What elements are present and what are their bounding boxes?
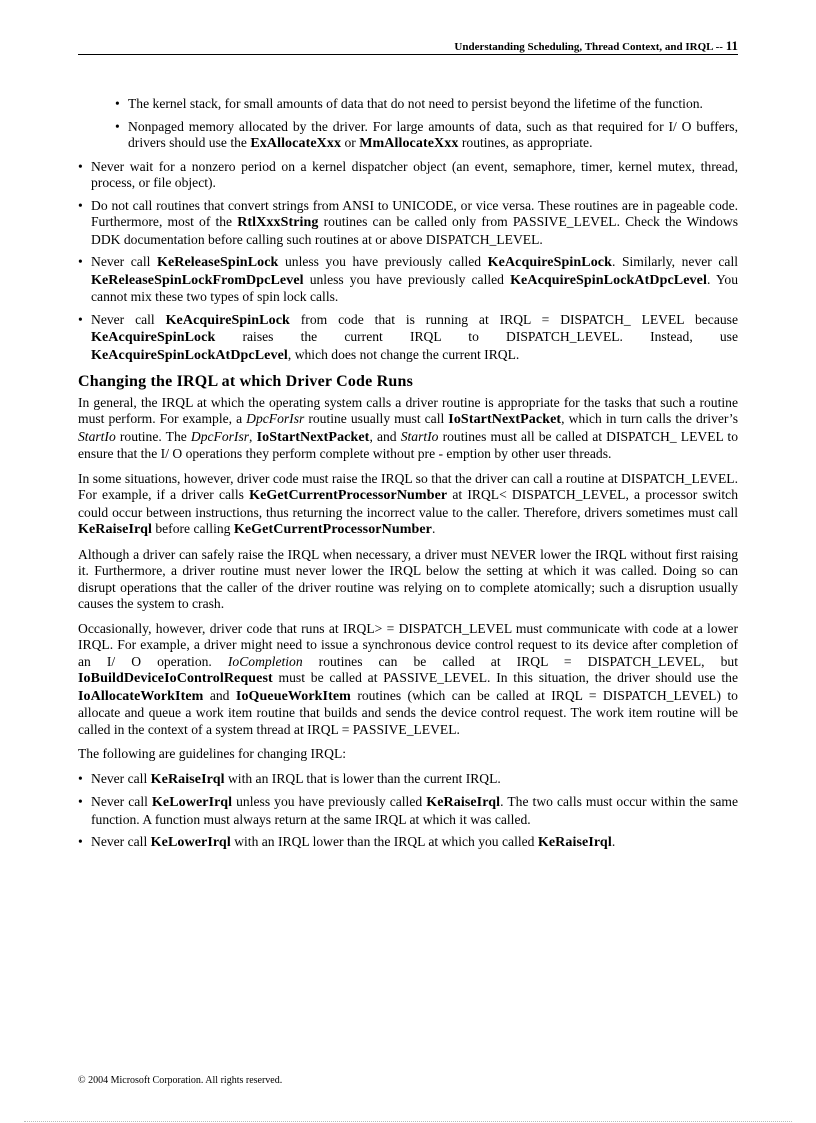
sub-bullet-list [115, 96, 738, 153]
bullet-icon: • [78, 254, 83, 269]
list-item: • Never call KeReleaseSpinLock unless you have previously called KeAcquireSpinLock. Similarly, never call KeReleaseSpinLockFromDpcLevel unless you have previously called KeAcquireSpinLockAtDpcLevel. You cannot mix these two types of spin lock calls. [78, 254, 738, 304]
bullet-icon: • [78, 794, 83, 809]
api-name: KeRaiseIrql [537, 835, 612, 850]
list-item: • Never call KeRaiseIrql with an IRQL that is lower than the current IRQL. [78, 770, 501, 787]
bullet-icon: • [78, 158, 83, 174]
list-item: • Do not call routines that convert strings from ANSI to UNICODE, or vice versa. These routines are in pageable code. Furthermore, most of the RtlXxxString routines can be called only from PASSIVE_LEVEL. Check the Windows DDK documentation before calling such routines at or above DISPATCH_LEVEL. [78, 197, 739, 247]
page-bottom-divider [24, 1121, 792, 1122]
copyright-footer: © 2004 Microsoft Corporation. All rights reserved. [78, 1075, 283, 1086]
paragraph: The following are guidelines for changing IRQL: [78, 746, 347, 761]
api-name: KeAcquireSpinLock [165, 312, 290, 328]
api-name: IoStartNextPacket [256, 429, 370, 445]
api-name: KeRaiseIrql [150, 771, 225, 787]
api-name: KeLowerIrql [151, 795, 233, 810]
api-name: KeReleaseSpinLock [156, 255, 279, 270]
list-item: • Never call KeAcquireSpinLock from code that is running at IRQL = DISPATCH_ LEVEL because KeAcquireSpinLock raises the current IRQL to DISPATCH_LEVEL. Instead, use KeAcquireSpinLockAtDpcLevel, which does not change the current IRQL. [78, 311, 738, 363]
api-name: KeRaiseIrql [426, 795, 501, 810]
page-number: 11 [725, 38, 738, 53]
paragraph: Although a driver can safely raise the IRQL when necessary, a driver must NEVER lower the IRQL without first raising it. Furthermore, a driver routine must never lower the IRQL below the setting at which it was called. Doing so can disrupt operations that the caller of the driver routine was relying on to complete atomically; such a disruption usually causes the system to crash. [78, 546, 738, 611]
api-name: KeLowerIrql [150, 835, 231, 850]
paragraph: In some situations, however, driver code must raise the IRQL so that the driver can call a routine at DISPATCH_LEVEL. For example, if a driver calls KeGetCurrentProcessorNumber at IRQL< DISPATCH_LEVEL, a processor switch could occur between instructions, thus returning the incorrect value to the caller. Therefore, drivers sometimes must call KeRaiseIrql before calling KeGetCurrentProcessorNumber. [78, 470, 738, 537]
api-name: KeAcquireSpinLockAtDpcLevel [91, 347, 288, 363]
bullet-list [78, 159, 738, 365]
api-name: KeAcquireSpinLock [487, 255, 613, 270]
api-name: ExAllocateXxx [250, 136, 342, 151]
page-body [78, 96, 738, 858]
api-name: MmAllocateXxx [359, 136, 459, 151]
guideline-list [78, 771, 738, 852]
list-item: • Never call KeLowerIrql unless you have previously called KeRaiseIrql. The two calls must occur within the same function. A function must always return at the same IRQL at which it was called. [78, 794, 738, 827]
bullet-icon: • [78, 770, 83, 786]
api-name: KeGetCurrentProcessorNumber [249, 488, 448, 503]
list-item: • Never wait for a nonzero period on a kernel dispatcher object (an event, semaphore, timer, kernel mutex, thread, process, or file object). [78, 158, 738, 190]
bullet-icon: • [78, 197, 83, 213]
header-title: Understanding Scheduling, Thread Context, and IRQL -- [454, 41, 723, 53]
api-name: IoBuildDeviceIoControlRequest [78, 671, 273, 686]
paragraph: In general, the IRQL at which the operating system calls a driver routine is appropriate for the tasks that such a routine must perform. For example, a DpcForIsr routine usually must call IoStartNextPacket, which in turn calls the driver’s StartIo routine. The DpcForIsr, IoStartNextPacket, and StartIo routines must all be called at DISPATCH_ LEVEL to ensure that the I/ O operations they perform complete without pre - emption by other user threads. [78, 394, 738, 461]
list-item: • Never call KeLowerIrql with an IRQL lower than the IRQL at which you called KeRaiseIrql. [78, 834, 616, 850]
api-name: RtlXxxString [237, 215, 319, 230]
api-name: KeGetCurrentProcessorNumber [233, 522, 432, 537]
api-name: IoStartNextPacket [448, 412, 562, 427]
api-name: KeReleaseSpinLockFromDpcLevel [91, 272, 304, 288]
bullet-icon: • [78, 834, 83, 849]
running-header [78, 38, 738, 55]
api-name: IoAllocateWorkItem [78, 688, 204, 704]
api-name: KeRaiseIrql [78, 522, 152, 537]
bullet-icon: • [115, 118, 120, 134]
list-item: • Nonpaged memory allocated by the driver. For large amounts of data, such as that required for I/ O buffers, drivers should use the ExAllocateXxx or MmAllocateXxx routines, as appropriate. [115, 118, 738, 151]
api-name: KeAcquireSpinLockAtDpcLevel [510, 272, 707, 288]
api-name: IoQueueWorkItem [235, 688, 351, 704]
bullet-icon: • [115, 96, 120, 111]
list-item: • The kernel stack, for small amounts of data that do not need to persist beyond the lifetime of the function. [115, 96, 703, 111]
section-heading: Changing the IRQL at which Driver Code Runs [78, 373, 414, 390]
api-name: KeAcquireSpinLock [91, 330, 216, 345]
bullet-icon: • [78, 311, 83, 327]
paragraph: Occasionally, however, driver code that runs at IRQL> = DISPATCH_LEVEL must communicate with code at a lower IRQL. For example, a driver might need to issue a synchronous device control request to its device after completion of an I/ O operation. IoCompletion routines can be called at IRQL = DISPATCH_LEVEL, but IoBuildDeviceIoControlRequest must be called at PASSIVE_LEVEL. In this situation, the driver should use the IoAllocateWorkItem and IoQueueWorkItem routines (which can be called at IRQL = DISPATCH_LEVEL) to allocate and queue a work item routine that builds and sends the device control request. The work item routine will be called in the context of a system thread at IRQL = PASSIVE_LEVEL. [78, 620, 738, 737]
